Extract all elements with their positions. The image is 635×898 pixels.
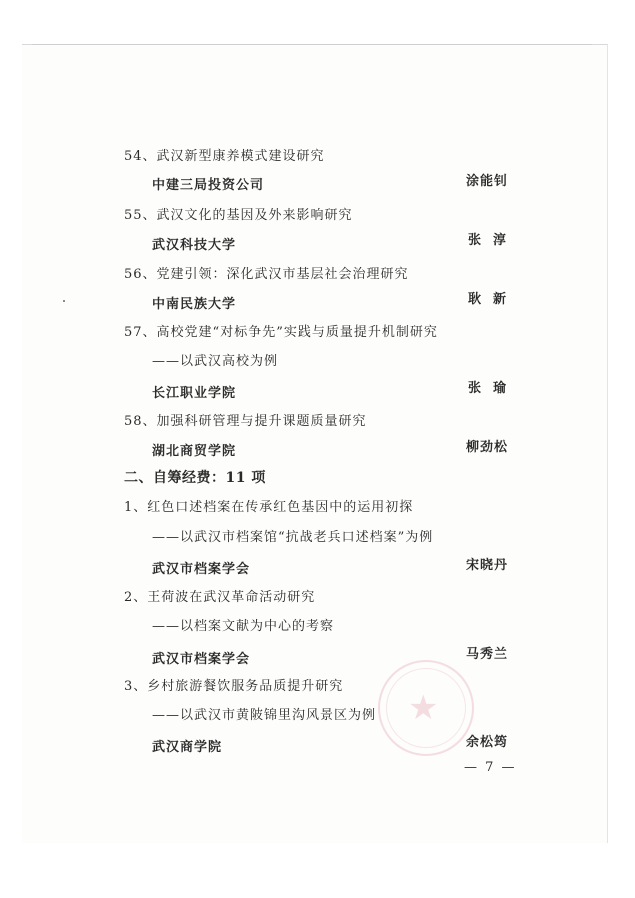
item-number: 54、 [124, 149, 157, 164]
item-56-title [124, 263, 409, 282]
item-number: 58、 [124, 414, 157, 429]
self-item-1-person: 宋晓丹 [466, 558, 509, 573]
item-55-title [124, 204, 353, 223]
self-item-1-subtitle: ——以武汉市档案馆“抗战老兵口述档案”为例 [152, 530, 434, 545]
self-item-3-person: 余松筠 [466, 735, 509, 750]
item-title: 乡村旅游餐饮服务品质提升研究 [147, 679, 344, 694]
page-top-edge [32, 44, 592, 45]
item-56-person: 耿 新 [468, 292, 508, 307]
item-number: 2、 [124, 590, 148, 605]
scan-speck [63, 300, 65, 302]
item-title: 武汉新型康养模式建设研究 [156, 149, 325, 164]
item-57-subtitle: ——以武汉高校为例 [152, 354, 279, 369]
item-54-person: 涂能钊 [466, 174, 509, 189]
item-number: 55、 [124, 208, 157, 223]
item-title: 高校党建“对标争先”实践与质量提升机制研究 [156, 325, 438, 340]
self-item-2-person: 马秀兰 [466, 647, 509, 662]
item-58-org: 湖北商贸学院 [152, 444, 237, 459]
item-54-org: 中建三局投资公司 [152, 178, 265, 193]
item-title: 王荷波在武汉革命活动研究 [147, 590, 316, 605]
item-55-org: 武汉科技大学 [152, 238, 237, 253]
page-number: — 7 — [464, 760, 517, 775]
item-title: 党建引领：深化武汉市基层社会治理研究 [156, 267, 409, 282]
item-56-org: 中南民族大学 [152, 297, 237, 312]
self-item-1-title [124, 496, 413, 515]
item-number: 56、 [124, 267, 157, 282]
self-item-2-title [124, 586, 315, 605]
item-54-title [124, 145, 325, 164]
seal-star-icon: ★ [408, 688, 439, 728]
item-57-title [124, 321, 438, 340]
item-55-person: 张 淳 [468, 233, 508, 248]
item-57-org: 长江职业学院 [152, 386, 237, 401]
seal-stamp-icon [378, 660, 474, 756]
item-title: 加强科研管理与提升课题质量研究 [156, 414, 367, 429]
self-item-2-subtitle: ——以档案文献为中心的考察 [152, 619, 335, 634]
item-title: 红色口述档案在传承红色基因中的运用初探 [147, 500, 414, 515]
item-58-person: 柳劲松 [466, 440, 509, 455]
self-item-3-title [124, 675, 343, 694]
item-number: 57、 [124, 325, 157, 340]
self-item-2-org: 武汉市档案学会 [152, 652, 251, 667]
self-item-3-subtitle: ——以武汉市黄陂锦里沟风景区为例 [152, 708, 377, 723]
item-57-person: 张 瑜 [468, 381, 508, 396]
section-heading: 二、自筹经费：11 项 [124, 470, 266, 486]
item-title: 武汉文化的基因及外来影响研究 [156, 208, 353, 223]
self-item-3-org: 武汉商学院 [152, 740, 223, 755]
self-item-1-org: 武汉市档案学会 [152, 562, 251, 577]
item-number: 1、 [124, 500, 148, 515]
item-number: 3、 [124, 679, 148, 694]
item-58-title [124, 410, 367, 429]
